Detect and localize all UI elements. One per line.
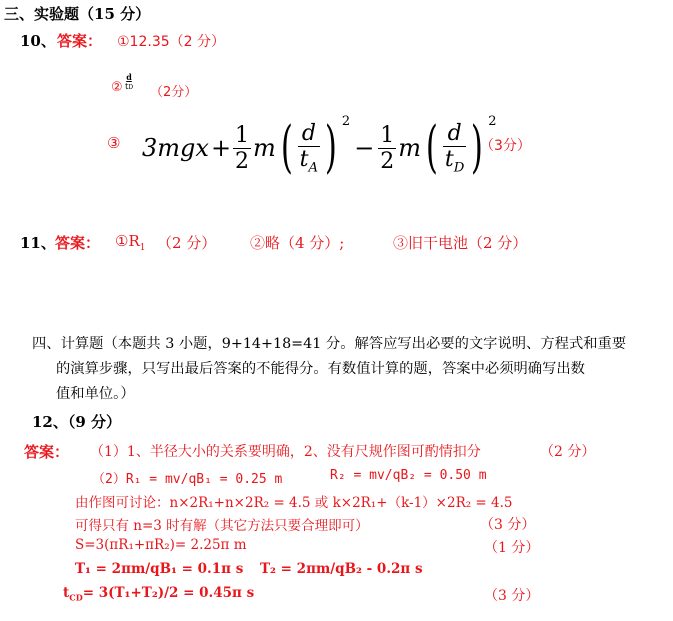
q10-part3-score: （3分） [480, 138, 531, 154]
eq-frac-num: 1 [235, 122, 250, 148]
eq-m-2: m [398, 134, 422, 162]
section4-line1: 四、计算题（本题共 3 小题，9+14+18=41 分。解答应写出必要的文字说明、方程式和重要 [32, 336, 627, 352]
eq-tD [443, 147, 466, 175]
eq-tA [298, 147, 320, 175]
eq-lead: 3mgx [142, 134, 209, 162]
q11-part2: ②略（4 分）; [250, 234, 345, 252]
eq-frac-den: 2 [235, 148, 250, 174]
q10-number: 10、 [20, 32, 56, 50]
q12-line7-sub: CD [69, 592, 83, 603]
q12-line1-score: （2 分） [540, 444, 596, 460]
q12-number: 12、（9 分） [32, 413, 122, 431]
q11-part3: ③旧干电池（2 分） [393, 234, 528, 252]
eq-exp-2: 2 [488, 114, 497, 129]
q12-line5: S=3(πR₁+πR₂)= 2.25π m [75, 537, 247, 553]
q11-part1 [115, 232, 145, 253]
eq-plus: + [210, 134, 232, 162]
section3-title: 三、实验题（15 分） [4, 5, 151, 23]
q12-line4-score: （3 分） [480, 517, 536, 533]
eq-frac-num-2: 1 [380, 122, 395, 148]
q10-part2-score: （2分） [150, 85, 198, 100]
q12-line7-t: t [63, 585, 70, 601]
eq-rparen-1: ) [324, 115, 337, 180]
eq-minus: − [354, 134, 375, 162]
q12-line2b: R₂ = mv/qB₂ = 0.50 m [330, 468, 487, 483]
eq-frac-den-2: 2 [380, 148, 395, 174]
section4-line2: 的演算步骤，只写出最后答案的不能得分。有数值计算的题，答案中必须明确写出数 [56, 361, 585, 377]
q10-part2-den-t: t [125, 82, 129, 91]
eq-lparen-1: ( [280, 115, 293, 180]
eq-rparen-2: ) [471, 115, 484, 180]
q12-line1: （1）1、半径大小的关系要明确，2、没有尺规作图可酌情扣分 [90, 444, 481, 460]
q10-answer-label: 答案： [57, 32, 103, 50]
section4-line3: 值和单位。） [56, 386, 135, 402]
q12-line5-score: （1 分） [484, 540, 540, 556]
q12-line7-score: （3 分） [484, 588, 540, 604]
q12-line7 [63, 585, 254, 603]
q12-answer-label: 答案： [24, 443, 70, 461]
q10-part2-num: d [126, 72, 132, 82]
eq-exp-1: 2 [341, 114, 351, 129]
q10-part2-marker: ② [111, 80, 123, 95]
eq-d-1: d [301, 120, 316, 146]
q11-answer-label: 答案： [55, 234, 101, 252]
q11-part1-score: （2 分） [157, 234, 217, 252]
eq-d-2: d [447, 120, 462, 146]
q11-part1-text: ①R [115, 232, 140, 250]
eq-lparen-2: ( [425, 115, 439, 180]
eq-frac-half-2 [378, 123, 396, 174]
eq-sub-A: A [308, 160, 319, 176]
q10-part1: ①12.35（2 分） [117, 34, 225, 50]
eq-frac-d-tA [298, 121, 320, 175]
q10-part2-den-sub: D [128, 84, 134, 91]
eq-frac-half-1 [233, 123, 251, 174]
q11-part1-sub: 1 [139, 243, 146, 253]
eq-t-2: t [444, 146, 454, 172]
eq-m-1: m [253, 134, 276, 162]
q12-line2a: （2）R₁ = mv/qB₁ = 0.25 m [92, 472, 283, 487]
q10-part3-marker: ③ [107, 134, 121, 152]
eq-sub-D: D [453, 160, 465, 176]
eq-t-1: t [299, 146, 309, 172]
q12-line6b: T₂ = 2πm/qB₂ - 0.2π s [260, 561, 423, 577]
q12-line7-rest: = 3(T₁+T₂)/2 = 0.45π s [82, 585, 255, 601]
q12-line6a: T₁ = 2πm/qB₁ = 0.1π s [75, 561, 244, 577]
q10-equation [142, 112, 496, 184]
q12-line3: 由作图可讨论：n×2R₁+n×2R₂ = 4.5 或 k×2R₁+（k-1）×2R₂ = 4.5 [75, 495, 513, 511]
q12-line4: 可得只有 n=3 时有解（其它方法只要合理即可） [75, 518, 369, 534]
q10-part2-den [125, 82, 133, 92]
q10-part2-fraction [125, 73, 133, 92]
q11-number: 11、 [20, 234, 56, 252]
eq-frac-d-tD [443, 121, 466, 175]
